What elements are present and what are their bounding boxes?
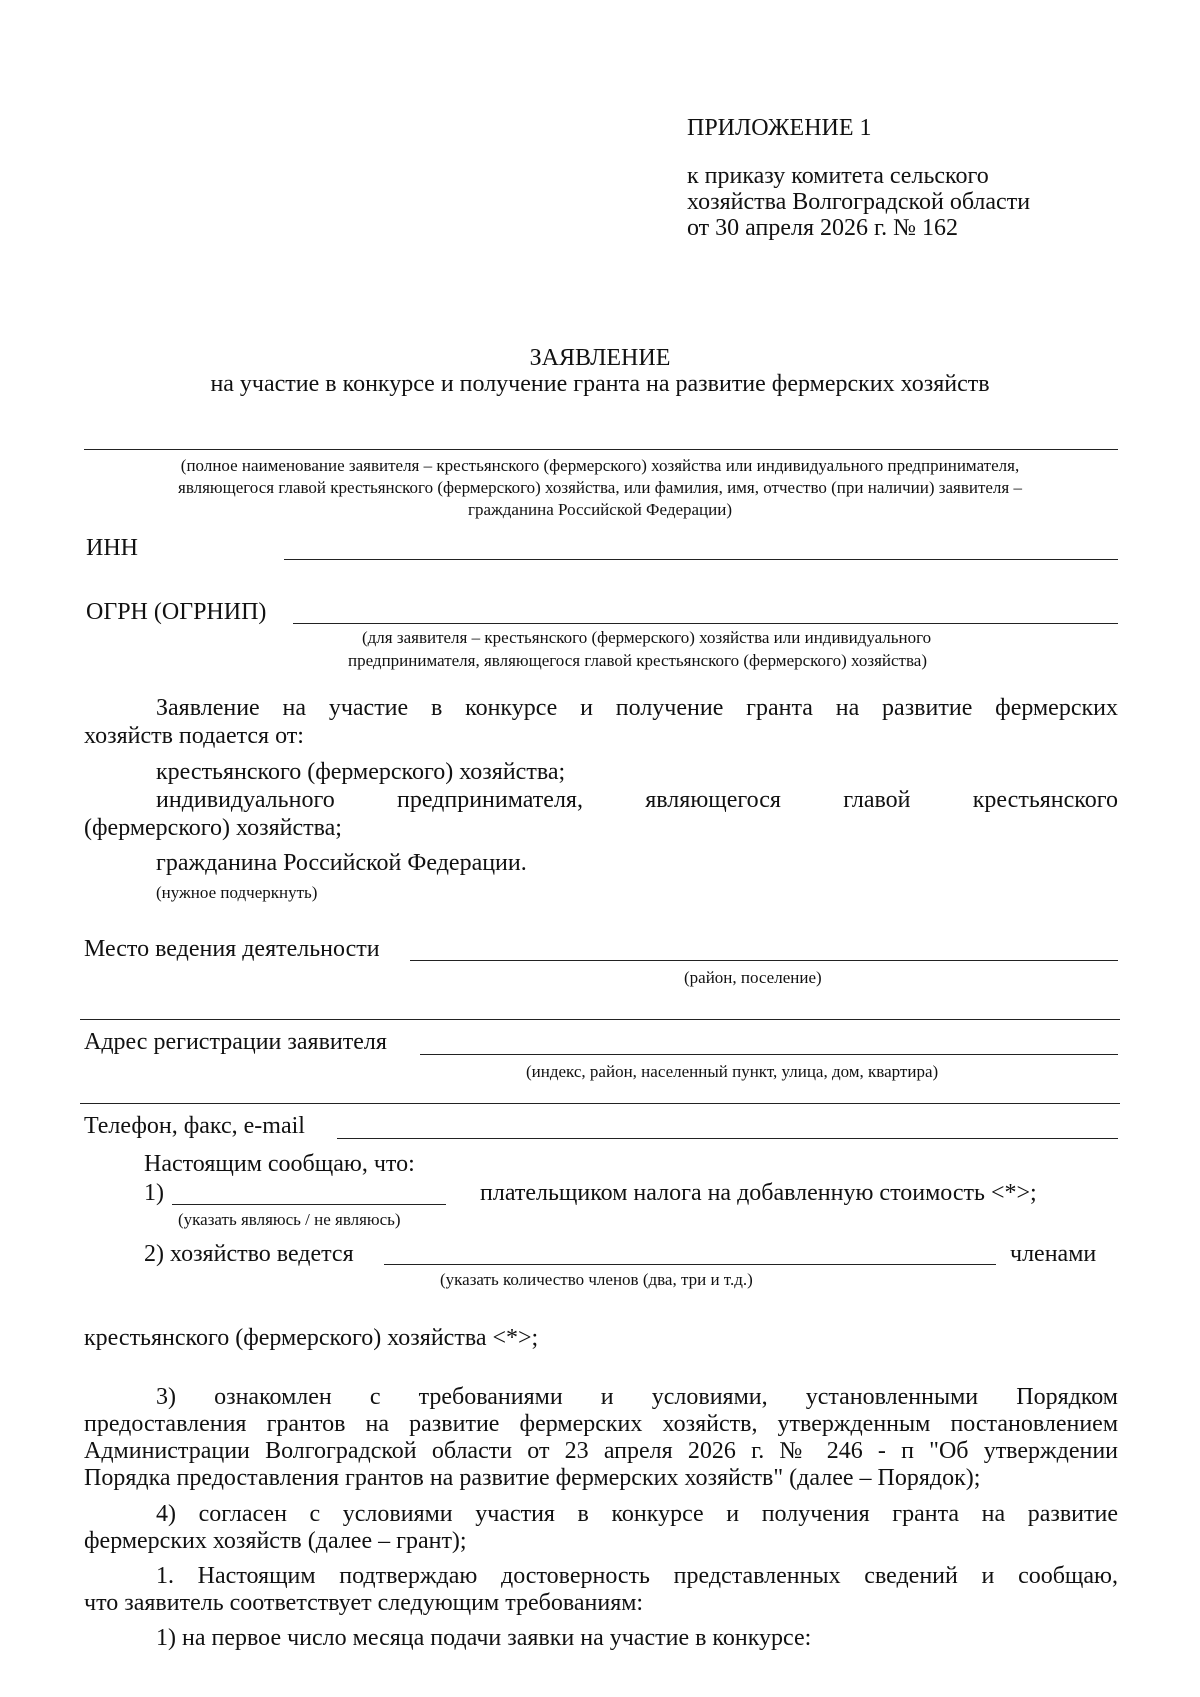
statement-3-text: предоставления грантов на развитие фермерских хозяйств, утвержденным постановлением [84,1411,1118,1437]
statement-2-continuation: крестьянского (фермерского) хозяйства <*>; [84,1325,539,1351]
applicant-type-option[interactable]: (фермерского) хозяйства; [84,815,342,841]
submitted-by-intro: Заявление на участие в конкурсе и получение гранта на развитие фермерских [156,695,1118,721]
member-count-input-line[interactable] [384,1264,996,1265]
vat-status-hint: (указать являюсь / не являюсь) [178,1210,401,1229]
applicant-name-hint: (полное наименование заявителя – крестьянского (фермерского) хозяйства или индивидуального предпринимателя, [180,456,1020,475]
address-hint: (индекс, район, населенный пункт, улица, дом, квартира) [526,1062,939,1081]
order-reference-line: хозяйства Волгоградской области [687,189,1031,215]
paragraph-1-text: 1. Настоящим подтверждаю достоверность представленных сведений и сообщаю, [156,1563,1118,1589]
statement-4-text: фермерских хозяйств (далее – грант); [84,1528,467,1554]
address-input-line-2[interactable] [80,1103,1120,1104]
ogrn-hint: (для заявителя – крестьянского (фермерского) хозяйства или индивидуального [362,628,932,647]
document-subtitle: на участие в конкурсе и получение гранта на развитие фермерских хозяйств [210,371,990,397]
order-reference-line: от 30 апреля 2026 г. № 162 [687,215,959,241]
statement-3-text: 3) ознакомлен с требованиями и условиями, установленными Порядком [156,1384,1118,1410]
statement-3-text: Порядка предоставления грантов на развитие фермерских хозяйств" (далее – Порядок); [84,1465,981,1491]
appendix-title: ПРИЛОЖЕНИЕ 1 [687,115,872,141]
inn-label: ИНН [86,535,138,561]
applicant-type-option[interactable]: гражданина Российской Федерации. [156,850,527,876]
order-reference-line: к приказу комитета сельского [687,163,989,189]
applicant-name-line[interactable] [84,449,1118,450]
submitted-by-intro: хозяйств подается от: [84,723,304,749]
statement-2-prefix: 2) хозяйство ведется [144,1241,354,1267]
phone-input-line[interactable] [337,1138,1118,1139]
paragraph-1-item-1: 1) на первое число месяца подачи заявки на участие в конкурсе: [156,1625,812,1651]
statements-intro: Настоящим сообщаю, что: [144,1151,415,1177]
place-hint: (район, поселение) [684,968,822,987]
statement-4-text: 4) согласен с условиями участия в конкурсе и получения гранта на развитие [156,1501,1118,1527]
place-input-line-2[interactable] [80,1019,1120,1020]
statement-1-text: плательщиком налога на добавленную стоимость <*>; [480,1180,1037,1206]
statement-1-number: 1) [144,1180,164,1206]
address-label: Адрес регистрации заявителя [84,1029,387,1055]
applicant-name-hint: являющегося главой крестьянского (фермерского) хозяйства, или фамилия, имя, отчество (при наличии) заявителя – [178,478,1022,497]
place-input-line[interactable] [410,960,1118,961]
phone-label: Телефон, факс, e-mail [84,1113,305,1139]
applicant-type-option[interactable]: крестьянского (фермерского) хозяйства; [156,759,566,785]
statement-2-suffix: членами [1010,1241,1097,1267]
ogrn-label: ОГРН (ОГРНИП) [86,599,267,625]
inn-input-line[interactable] [284,559,1118,560]
statement-3-text: Администрации Волгоградской области от 23 апреля 2026 г. № 246 - п "Об утверждении [84,1438,1118,1464]
ogrn-input-line[interactable] [293,623,1118,624]
ogrn-hint: предпринимателя, являющегося главой крестьянского (фермерского) хозяйства) [348,651,927,670]
applicant-type-option[interactable]: индивидуального предпринимателя, являющегося главой крестьянского [156,787,1118,813]
underline-hint: (нужное подчеркнуть) [156,883,318,902]
vat-status-input-line[interactable] [172,1204,446,1205]
member-count-hint: (указать количество членов (два, три и т.д.) [440,1270,753,1289]
paragraph-1-text: что заявитель соответствует следующим требованиям: [84,1590,644,1616]
place-label: Место ведения деятельности [84,936,380,962]
applicant-name-hint: гражданина Российской Федерации) [467,500,733,519]
address-input-line[interactable] [420,1054,1118,1055]
document-title: ЗАЯВЛЕНИЕ [529,345,671,371]
